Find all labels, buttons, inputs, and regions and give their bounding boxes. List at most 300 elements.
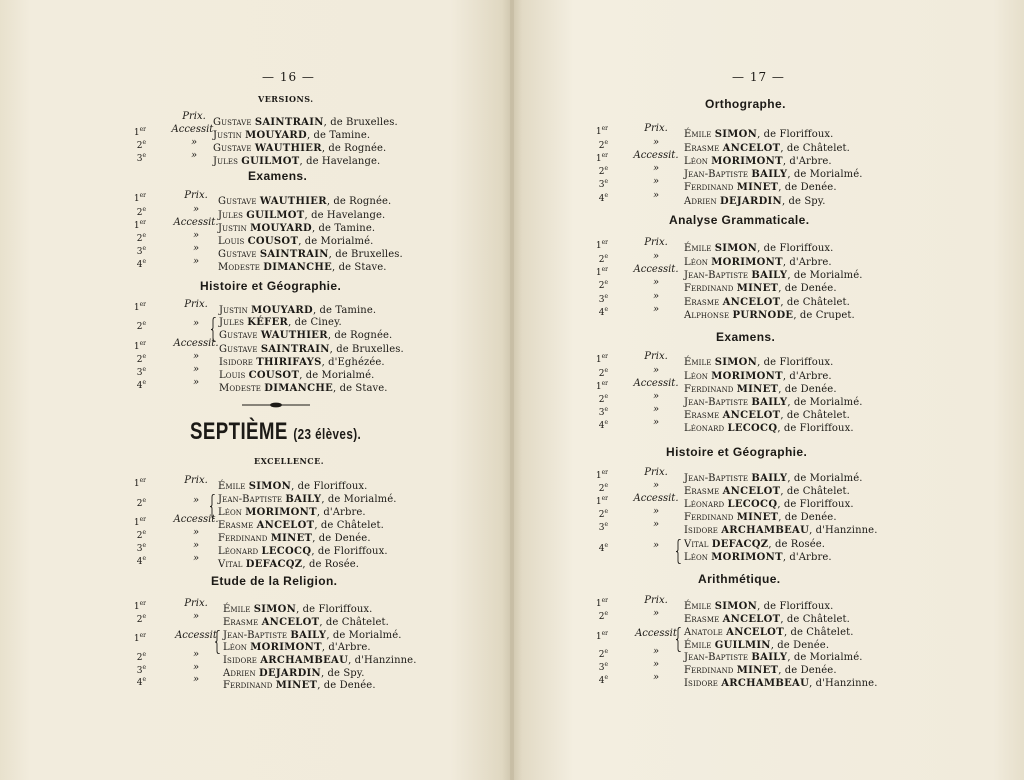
last-name: ANCELOT: [722, 486, 781, 497]
rank-label: 4e: [598, 306, 608, 318]
place-name: , de Spy.: [781, 196, 826, 207]
last-name: BAILY: [751, 169, 788, 180]
place-name: , d'Arbre.: [316, 507, 366, 518]
laureate-entry: [223, 668, 365, 680]
first-name: Erasme: [684, 486, 723, 497]
last-name: BAILY: [751, 652, 788, 663]
place-name: , de Tamine.: [312, 223, 376, 234]
first-name: Léon: [684, 552, 712, 563]
first-name: Adrien: [223, 668, 259, 679]
first-name: Jean-Baptiste: [684, 652, 752, 663]
rank-label: 2e: [136, 232, 146, 244]
rank-label: 1er: [595, 495, 608, 507]
septieme-title-text: SEPTIÈME: [190, 418, 288, 445]
prize-label: Prix.: [644, 595, 668, 606]
first-name: Ferdinand: [684, 665, 737, 676]
rank-label: 4e: [136, 258, 146, 270]
last-name: ANCELOT: [722, 410, 781, 421]
last-name: ANCELOT: [722, 143, 781, 154]
first-name: Erasme: [684, 297, 723, 308]
last-name: MORIMONT: [711, 371, 783, 382]
laureate-entry: [684, 384, 837, 396]
first-name: Jean-Baptiste: [223, 630, 291, 641]
place-name: , de Crupet.: [793, 310, 855, 321]
rank-label: 4e: [136, 379, 146, 391]
first-name: Gustave: [213, 143, 255, 154]
last-name: GUILMOT: [241, 156, 300, 167]
rank-label: 2e: [136, 496, 146, 509]
first-name: Jules: [218, 210, 247, 221]
first-name: Alphonse: [684, 310, 733, 321]
first-name: Erasme: [218, 520, 257, 531]
laureate-entry: [218, 533, 371, 545]
prize-label: »: [192, 540, 200, 551]
laureate-entry: [219, 330, 392, 342]
last-name: BAILY: [290, 630, 327, 641]
first-name: Gustave: [219, 330, 261, 341]
place-name: , d'Hanzinne.: [348, 655, 417, 666]
page-number-16: — 16 —: [262, 70, 315, 84]
last-name: COUSOT: [248, 370, 300, 381]
rank-label: 2e: [136, 529, 146, 541]
place-name: , de Morialmé.: [787, 397, 863, 408]
place-name: , de Morialmé.: [298, 236, 374, 247]
first-name: Ferdinand: [684, 283, 737, 294]
rank-label: 1er: [595, 629, 608, 642]
first-name: Léonard: [684, 499, 728, 510]
laureate-entry: [218, 494, 397, 506]
place-name: , de Floriffoux.: [296, 604, 373, 615]
laureate-entry: [684, 665, 837, 677]
rank-label: 2e: [598, 139, 608, 151]
prize-label: Prix.: [184, 190, 208, 201]
laureate-entry: [223, 642, 371, 654]
first-name: Émile: [684, 129, 715, 140]
rank-label: 1er: [595, 152, 608, 164]
last-name: MINET: [275, 680, 318, 691]
laureate-entry: [213, 130, 370, 142]
rank-label: 1er: [595, 469, 608, 481]
laureate-entry: [684, 156, 832, 168]
first-name: Erasme: [684, 614, 723, 625]
place-name: , de Floriffoux.: [757, 129, 834, 140]
prize-label: Accessit.: [173, 338, 219, 349]
last-name: KÉFER: [247, 317, 289, 328]
last-name: MORIMONT: [711, 156, 783, 167]
first-name: Léon: [218, 507, 246, 518]
first-name: Émile: [684, 640, 715, 651]
first-name: Léon: [684, 156, 712, 167]
laureate-entry: [684, 539, 825, 551]
first-name: Jean-Baptiste: [684, 397, 752, 408]
place-name: , de Châtelet.: [780, 410, 850, 421]
place-name: , de Morialmé.: [787, 473, 863, 484]
last-name: MORIMONT: [711, 552, 783, 563]
place-name: , de Morialmé.: [321, 494, 397, 505]
rank-label: 1er: [595, 125, 608, 137]
laureate-entry: [684, 410, 850, 422]
place-name: , de Havelange.: [299, 156, 381, 167]
laureate-entry: [684, 297, 850, 309]
last-name: ARCHAMBEAU: [721, 678, 810, 689]
rank-label: 1er: [133, 192, 146, 204]
rank-label: 2e: [136, 139, 146, 151]
prize-label: »: [192, 494, 200, 506]
laureate-entry: [213, 143, 386, 155]
prize-label: Prix.: [182, 111, 206, 122]
last-name: DEFACQZ: [711, 539, 769, 550]
prize-label: »: [192, 662, 200, 673]
laureate-entry: [684, 129, 833, 141]
last-name: BAILY: [285, 494, 322, 505]
rank-label: 2e: [136, 319, 146, 332]
prize-label: »: [192, 351, 200, 362]
prize-label: Prix.: [184, 475, 208, 486]
first-name: Justin: [218, 223, 251, 234]
place-name: , d'Arbre.: [782, 156, 832, 167]
rank-label: 1er: [595, 353, 608, 365]
last-name: BAILY: [751, 270, 788, 281]
prize-label: Accessit.: [173, 514, 219, 525]
first-name: Modeste: [218, 262, 264, 273]
first-name: Jean-Baptiste: [684, 270, 752, 281]
laureate-entry: [223, 617, 389, 629]
last-name: COUSOT: [247, 236, 299, 247]
first-name: Modeste: [219, 383, 265, 394]
first-name: Vital: [218, 559, 246, 570]
place-name: , de Denée.: [312, 533, 371, 544]
prize-label: »: [652, 365, 660, 376]
place-name: , d'Arbre.: [321, 642, 371, 653]
rank-label: 1er: [133, 340, 146, 352]
laureate-entry: [684, 257, 832, 269]
last-name: SIMON: [253, 604, 297, 615]
prize-label: »: [192, 674, 200, 685]
prize-label: »: [652, 291, 660, 302]
first-name: Ferdinand: [684, 512, 737, 523]
laureate-entry: [684, 243, 833, 255]
laureate-entry: [219, 383, 388, 395]
prize-label: »: [192, 611, 200, 622]
last-name: SAINTRAIN: [254, 117, 324, 128]
laureate-entry: [218, 249, 403, 261]
laureate-entry: [684, 640, 829, 652]
prize-label: »: [192, 377, 200, 388]
laureate-entry: [218, 223, 375, 235]
first-name: Léon: [223, 642, 251, 653]
prize-label: Accessit: [635, 627, 677, 639]
place-name: , de Morialmé.: [787, 652, 863, 663]
first-name: Léonard: [218, 546, 262, 557]
place-name: , de Havelange.: [304, 210, 386, 221]
heading-examens-left: Examens.: [248, 169, 308, 183]
rank-label: 2e: [598, 508, 608, 520]
last-name: SIMON: [714, 129, 758, 140]
prize-label: »: [652, 672, 660, 683]
rank-label: 1er: [595, 239, 608, 251]
first-name: Isidore: [684, 678, 722, 689]
prize-label: »: [652, 646, 660, 657]
last-name: SIMON: [714, 601, 758, 612]
rank-label: 1er: [133, 632, 146, 644]
laureate-entry: [219, 357, 385, 369]
first-name: Gustave: [213, 117, 255, 128]
last-name: MORIMONT: [250, 642, 322, 653]
prize-label: Prix.: [184, 299, 208, 310]
laureate-entry: [218, 210, 385, 222]
prize-label: »: [652, 190, 660, 201]
rank-label: 2e: [136, 353, 146, 365]
rank-label: 3e: [598, 521, 608, 533]
place-name: , de Floriffoux.: [757, 601, 834, 612]
last-name: BAILY: [751, 473, 788, 484]
first-name: Isidore: [223, 655, 261, 666]
laureate-entry: [684, 614, 850, 626]
laureate-entry: [684, 357, 833, 369]
laureate-entry: [219, 370, 374, 382]
last-name: WAUTHIER: [260, 330, 328, 341]
last-name: DIMANCHE: [263, 262, 333, 273]
prize-label: Accessit.: [633, 493, 679, 504]
last-name: LECOCQ: [727, 499, 778, 510]
last-name: MINET: [270, 533, 313, 544]
first-name: Émile: [684, 601, 715, 612]
place-name: , de Châtelet.: [780, 143, 850, 154]
last-name: SAINTRAIN: [260, 344, 330, 355]
first-name: Émile: [223, 604, 254, 615]
rank-label: 3e: [598, 293, 608, 305]
last-name: MINET: [736, 512, 779, 523]
place-name: , de Floriffoux.: [757, 243, 834, 254]
first-name: Erasme: [684, 410, 723, 421]
place-name: , d'Hanzinne.: [809, 678, 878, 689]
prize-label: »: [652, 176, 660, 187]
prize-label: »: [192, 243, 200, 254]
last-name: ANCELOT: [256, 520, 315, 531]
rank-label: 3e: [598, 178, 608, 190]
prize-label: Prix.: [184, 598, 208, 609]
place-name: , de Morialmé.: [326, 630, 402, 641]
place-name: , de Châtelet.: [783, 627, 854, 638]
rank-label: 1er: [133, 301, 146, 313]
laureate-entry: [684, 678, 877, 690]
first-name: Jean-Baptiste: [684, 169, 752, 180]
prize-label: »: [652, 659, 660, 670]
last-name: MORIMONT: [711, 257, 783, 268]
rank-label: 1er: [133, 126, 146, 138]
prize-label: »: [192, 230, 200, 241]
rank-label: 4e: [598, 541, 608, 554]
prize-label: »: [652, 304, 660, 315]
last-name: LECOCQ: [261, 546, 312, 557]
prize-label: Prix.: [644, 237, 668, 248]
rank-label: 3e: [136, 245, 146, 257]
prize-label: »: [652, 404, 660, 415]
laureate-entry: [684, 512, 837, 524]
heading-examens-right: Examens.: [716, 330, 776, 344]
heading-analyse: Analyse Grammaticale.: [669, 213, 810, 227]
rank-label: 1er: [133, 477, 146, 489]
place-name: , d'Arbre.: [782, 257, 832, 268]
laureate-entry: [219, 344, 404, 356]
last-name: SIMON: [248, 481, 292, 492]
rank-label: 2e: [598, 165, 608, 177]
laureate-entry: [223, 604, 372, 616]
septieme-title: [190, 418, 361, 446]
laureate-entry: [219, 305, 376, 317]
first-name: Émile: [218, 481, 249, 492]
place-name: , de Denée.: [778, 665, 837, 676]
rank-label: 2e: [598, 367, 608, 379]
ornament-divider: [242, 402, 310, 408]
last-name: SIMON: [714, 357, 758, 368]
prize-label: Accessit.: [633, 378, 679, 389]
laureate-entry: [684, 283, 837, 295]
heading-religion: Etude de la Religion.: [211, 574, 338, 588]
prize-label: Accessit.: [633, 150, 679, 161]
first-name: Jean-Baptiste: [684, 473, 752, 484]
prize-label: »: [652, 539, 660, 551]
rank-label: 2e: [136, 651, 146, 663]
septieme-subtitle: (23 élèves).: [293, 426, 362, 443]
prize-label: »: [652, 608, 660, 619]
rank-label: 4e: [598, 192, 608, 204]
last-name: ARCHAMBEAU: [260, 655, 349, 666]
place-name: , de Floriffoux.: [757, 357, 834, 368]
rank-label: 3e: [136, 152, 146, 164]
prize-label: »: [652, 519, 660, 530]
rank-label: 2e: [598, 648, 608, 660]
prize-label: »: [192, 649, 200, 660]
first-name: Adrien: [684, 196, 720, 207]
rank-label: 2e: [136, 206, 146, 218]
place-name: , de Tamine.: [307, 130, 371, 141]
laureate-entry: [213, 117, 398, 129]
first-name: Jules: [213, 156, 242, 167]
prize-label: »: [652, 251, 660, 262]
rank-label: 1er: [595, 380, 608, 392]
laureate-entry: [684, 499, 854, 511]
rank-label: 3e: [598, 406, 608, 418]
first-name: Gustave: [218, 196, 260, 207]
last-name: SAINTRAIN: [259, 249, 329, 260]
prize-label: »: [192, 317, 200, 329]
first-name: Jules: [219, 317, 248, 328]
first-name: Gustave: [219, 344, 261, 355]
first-name: Isidore: [219, 357, 257, 368]
prize-label: »: [192, 256, 200, 267]
heading-arithmetique: Arithmétique.: [698, 572, 781, 586]
book-gutter: [510, 0, 514, 780]
place-name: , de Châtelet.: [319, 617, 389, 628]
place-name: , de Bruxelles.: [329, 344, 404, 355]
place-name: , de Denée.: [778, 182, 837, 193]
place-name: , de Bruxelles.: [323, 117, 398, 128]
last-name: MINET: [736, 665, 779, 676]
place-name: , de Morialmé.: [299, 370, 375, 381]
first-name: Ferdinand: [684, 182, 737, 193]
prize-label: »: [652, 417, 660, 428]
place-name: , de Floriffoux.: [777, 423, 854, 434]
laureate-entry: [684, 423, 854, 435]
laureate-entry: [684, 143, 850, 155]
laureate-entry: [218, 507, 366, 519]
place-name: , de Spy.: [320, 668, 365, 679]
prize-label: Accessit.: [633, 264, 679, 275]
laureate-entry: [684, 525, 877, 537]
last-name: LECOCQ: [727, 423, 778, 434]
rank-label: 1er: [133, 516, 146, 528]
rank-label: 2e: [598, 482, 608, 494]
place-name: , de Bruxelles.: [328, 249, 403, 260]
place-name: , de Stave.: [333, 383, 388, 394]
place-name: , de Rosée.: [302, 559, 360, 570]
last-name: THIRIFAYS: [256, 357, 322, 368]
prize-label: »: [192, 364, 200, 375]
prize-label: Prix.: [644, 123, 668, 134]
place-name: , de Denée.: [778, 512, 837, 523]
laureate-entry: [684, 473, 863, 485]
last-name: BAILY: [751, 397, 788, 408]
last-name: DEJARDIN: [719, 196, 782, 207]
first-name: Léonard: [684, 423, 728, 434]
laureate-entry: [223, 680, 376, 692]
place-name: , de Denée.: [770, 640, 830, 651]
prize-label: »: [192, 204, 200, 215]
brace: [676, 539, 682, 564]
rank-label: 3e: [136, 664, 146, 676]
laureate-entry: [218, 262, 387, 274]
laureate-entry: [684, 601, 833, 613]
place-name: , de Châtelet.: [780, 486, 850, 497]
prize-label: »: [190, 150, 198, 161]
heading-orthographe: Orthographe.: [705, 97, 786, 111]
laureate-entry: [219, 317, 342, 329]
page-number-17: — 17 —: [732, 70, 785, 84]
rank-label: 3e: [598, 661, 608, 673]
first-name: Émile: [684, 243, 715, 254]
last-name: ARCHAMBEAU: [721, 525, 810, 536]
first-name: Anatole: [684, 627, 727, 638]
prize-label: Accessit.: [171, 124, 217, 135]
place-name: , d'Hanzinne.: [809, 525, 878, 536]
laureate-entry: [218, 196, 391, 208]
last-name: MOUYARD: [251, 305, 313, 316]
place-name: , de Floriffoux.: [311, 546, 388, 557]
laureate-entry: [684, 627, 854, 639]
rank-label: 2e: [598, 279, 608, 291]
rank-label: 2e: [598, 610, 608, 622]
first-name: Ferdinand: [218, 533, 271, 544]
laureate-entry: [218, 546, 388, 558]
first-name: Léon: [684, 371, 712, 382]
first-name: Justin: [219, 305, 252, 316]
last-name: ANCELOT: [722, 297, 781, 308]
rank-label: 1er: [133, 600, 146, 612]
first-name: Isidore: [684, 525, 722, 536]
first-name: Vital: [684, 539, 712, 550]
first-name: Émile: [684, 357, 715, 368]
last-name: MINET: [736, 182, 779, 193]
laureate-entry: [684, 371, 832, 383]
prize-label: Accessit.: [173, 217, 219, 228]
prize-label: »: [652, 137, 660, 148]
place-name: , de Rognée.: [326, 196, 392, 207]
rank-label: 2e: [136, 613, 146, 625]
last-name: DEFACQZ: [245, 559, 303, 570]
last-name: MOUYARD: [250, 223, 312, 234]
last-name: MORIMONT: [245, 507, 317, 518]
